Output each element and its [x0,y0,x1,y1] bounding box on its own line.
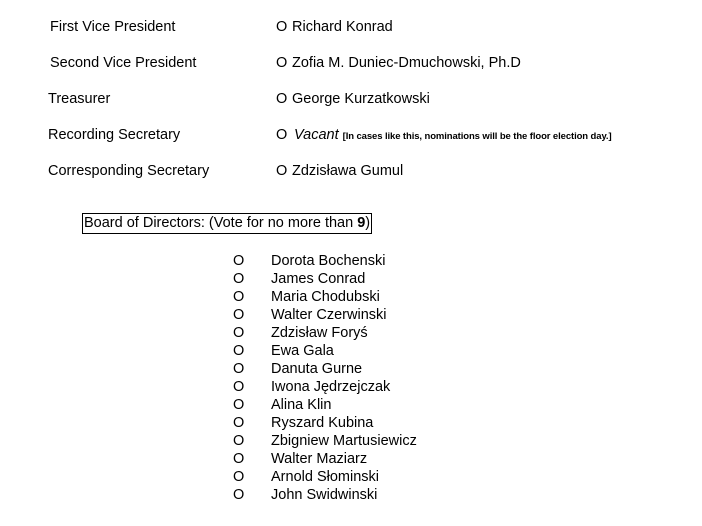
candidate-name: Walter Maziarz [271,451,368,467]
ballot-circle-icon[interactable]: O [233,289,245,305]
ballot-circle-icon[interactable]: O [276,91,288,107]
board-heading-prefix: Board of Directors: (Vote for no more than [84,215,358,231]
list-item[interactable] [233,360,417,378]
ballot-circle-icon[interactable]: O [276,19,288,35]
list-item[interactable] [233,306,417,324]
candidate-name: Ewa Gala [271,343,334,359]
ballot-circle-icon[interactable]: O [233,397,245,413]
officer-title: Treasurer [48,91,111,107]
candidate-name: Maria Chodubski [271,289,380,305]
list-item[interactable] [233,378,417,396]
list-item[interactable] [233,288,417,306]
board-of-directors-heading [82,213,372,234]
ballot-circle-icon[interactable]: O [233,433,245,449]
board-candidate-list [233,252,417,504]
list-item[interactable] [233,468,417,486]
list-item[interactable] [233,252,417,270]
candidate-name: Richard Konrad [292,19,393,35]
candidate-name: Ryszard Kubina [271,415,374,431]
list-item[interactable] [233,486,417,504]
ballot-circle-icon[interactable]: O [233,271,245,287]
vacant-note: [In cases like this, nominations will be the floor election day.] [342,131,612,142]
ballot-circle-icon[interactable]: O [233,451,245,467]
list-item[interactable] [233,270,417,288]
list-item[interactable] [233,414,417,432]
candidate-name: Dorota Bochenski [271,253,386,269]
list-item[interactable] [233,396,417,414]
ballot-circle-icon[interactable]: O [233,307,245,323]
officer-choice[interactable] [276,126,612,146]
officer-title: Recording Secretary [48,127,181,143]
candidate-name: Danuta Gurne [271,361,363,377]
candidate-name: Zdzisław Foryś [271,325,368,341]
list-item[interactable] [233,342,417,360]
ballot-circle-icon[interactable]: O [276,55,288,71]
ballot-circle-icon[interactable]: O [233,487,245,503]
candidate-name: Zofia M. Duniec-Dmuchowski, Ph.D [292,55,521,71]
list-item[interactable] [233,450,417,468]
ballot-circle-icon[interactable]: O [233,361,245,377]
ballot-circle-icon[interactable]: O [233,253,245,269]
list-item[interactable] [233,432,417,450]
ballot-circle-icon[interactable]: O [233,379,245,395]
ballot-circle-icon[interactable]: O [276,127,288,143]
list-item[interactable] [233,324,417,342]
candidate-name: Iwona Jędrzejczak [271,379,391,395]
officer-choice[interactable] [276,162,403,180]
vacant-label: Vacant [294,127,339,143]
officer-title: First Vice President [50,19,176,35]
board-heading-suffix: ) [365,215,371,231]
ballot-circle-icon[interactable]: O [276,163,288,179]
candidate-name: Zbigniew Martusiewicz [271,433,417,449]
officer-choice[interactable] [276,18,393,36]
ballot-circle-icon[interactable]: O [233,325,245,341]
officer-choice[interactable] [276,54,521,72]
candidate-name: Alina Klin [271,397,332,413]
ballot-circle-icon[interactable]: O [233,415,245,431]
candidate-name: George Kurzatkowski [292,91,430,107]
ballot-circle-icon[interactable]: O [233,343,245,359]
candidate-name: Arnold Słominski [271,469,379,485]
ballot-circle-icon[interactable]: O [233,469,245,485]
officer-choice[interactable] [276,90,430,108]
board-vote-limit: 9 [357,215,366,231]
candidate-name: Zdzisława Gumul [292,163,404,179]
candidate-name: John Swidwinski [271,487,378,503]
candidate-name: Walter Czerwinski [271,307,387,323]
officer-title: Corresponding Secretary [48,163,210,179]
candidate-name: James Conrad [271,271,366,287]
officer-title: Second Vice President [50,55,197,71]
